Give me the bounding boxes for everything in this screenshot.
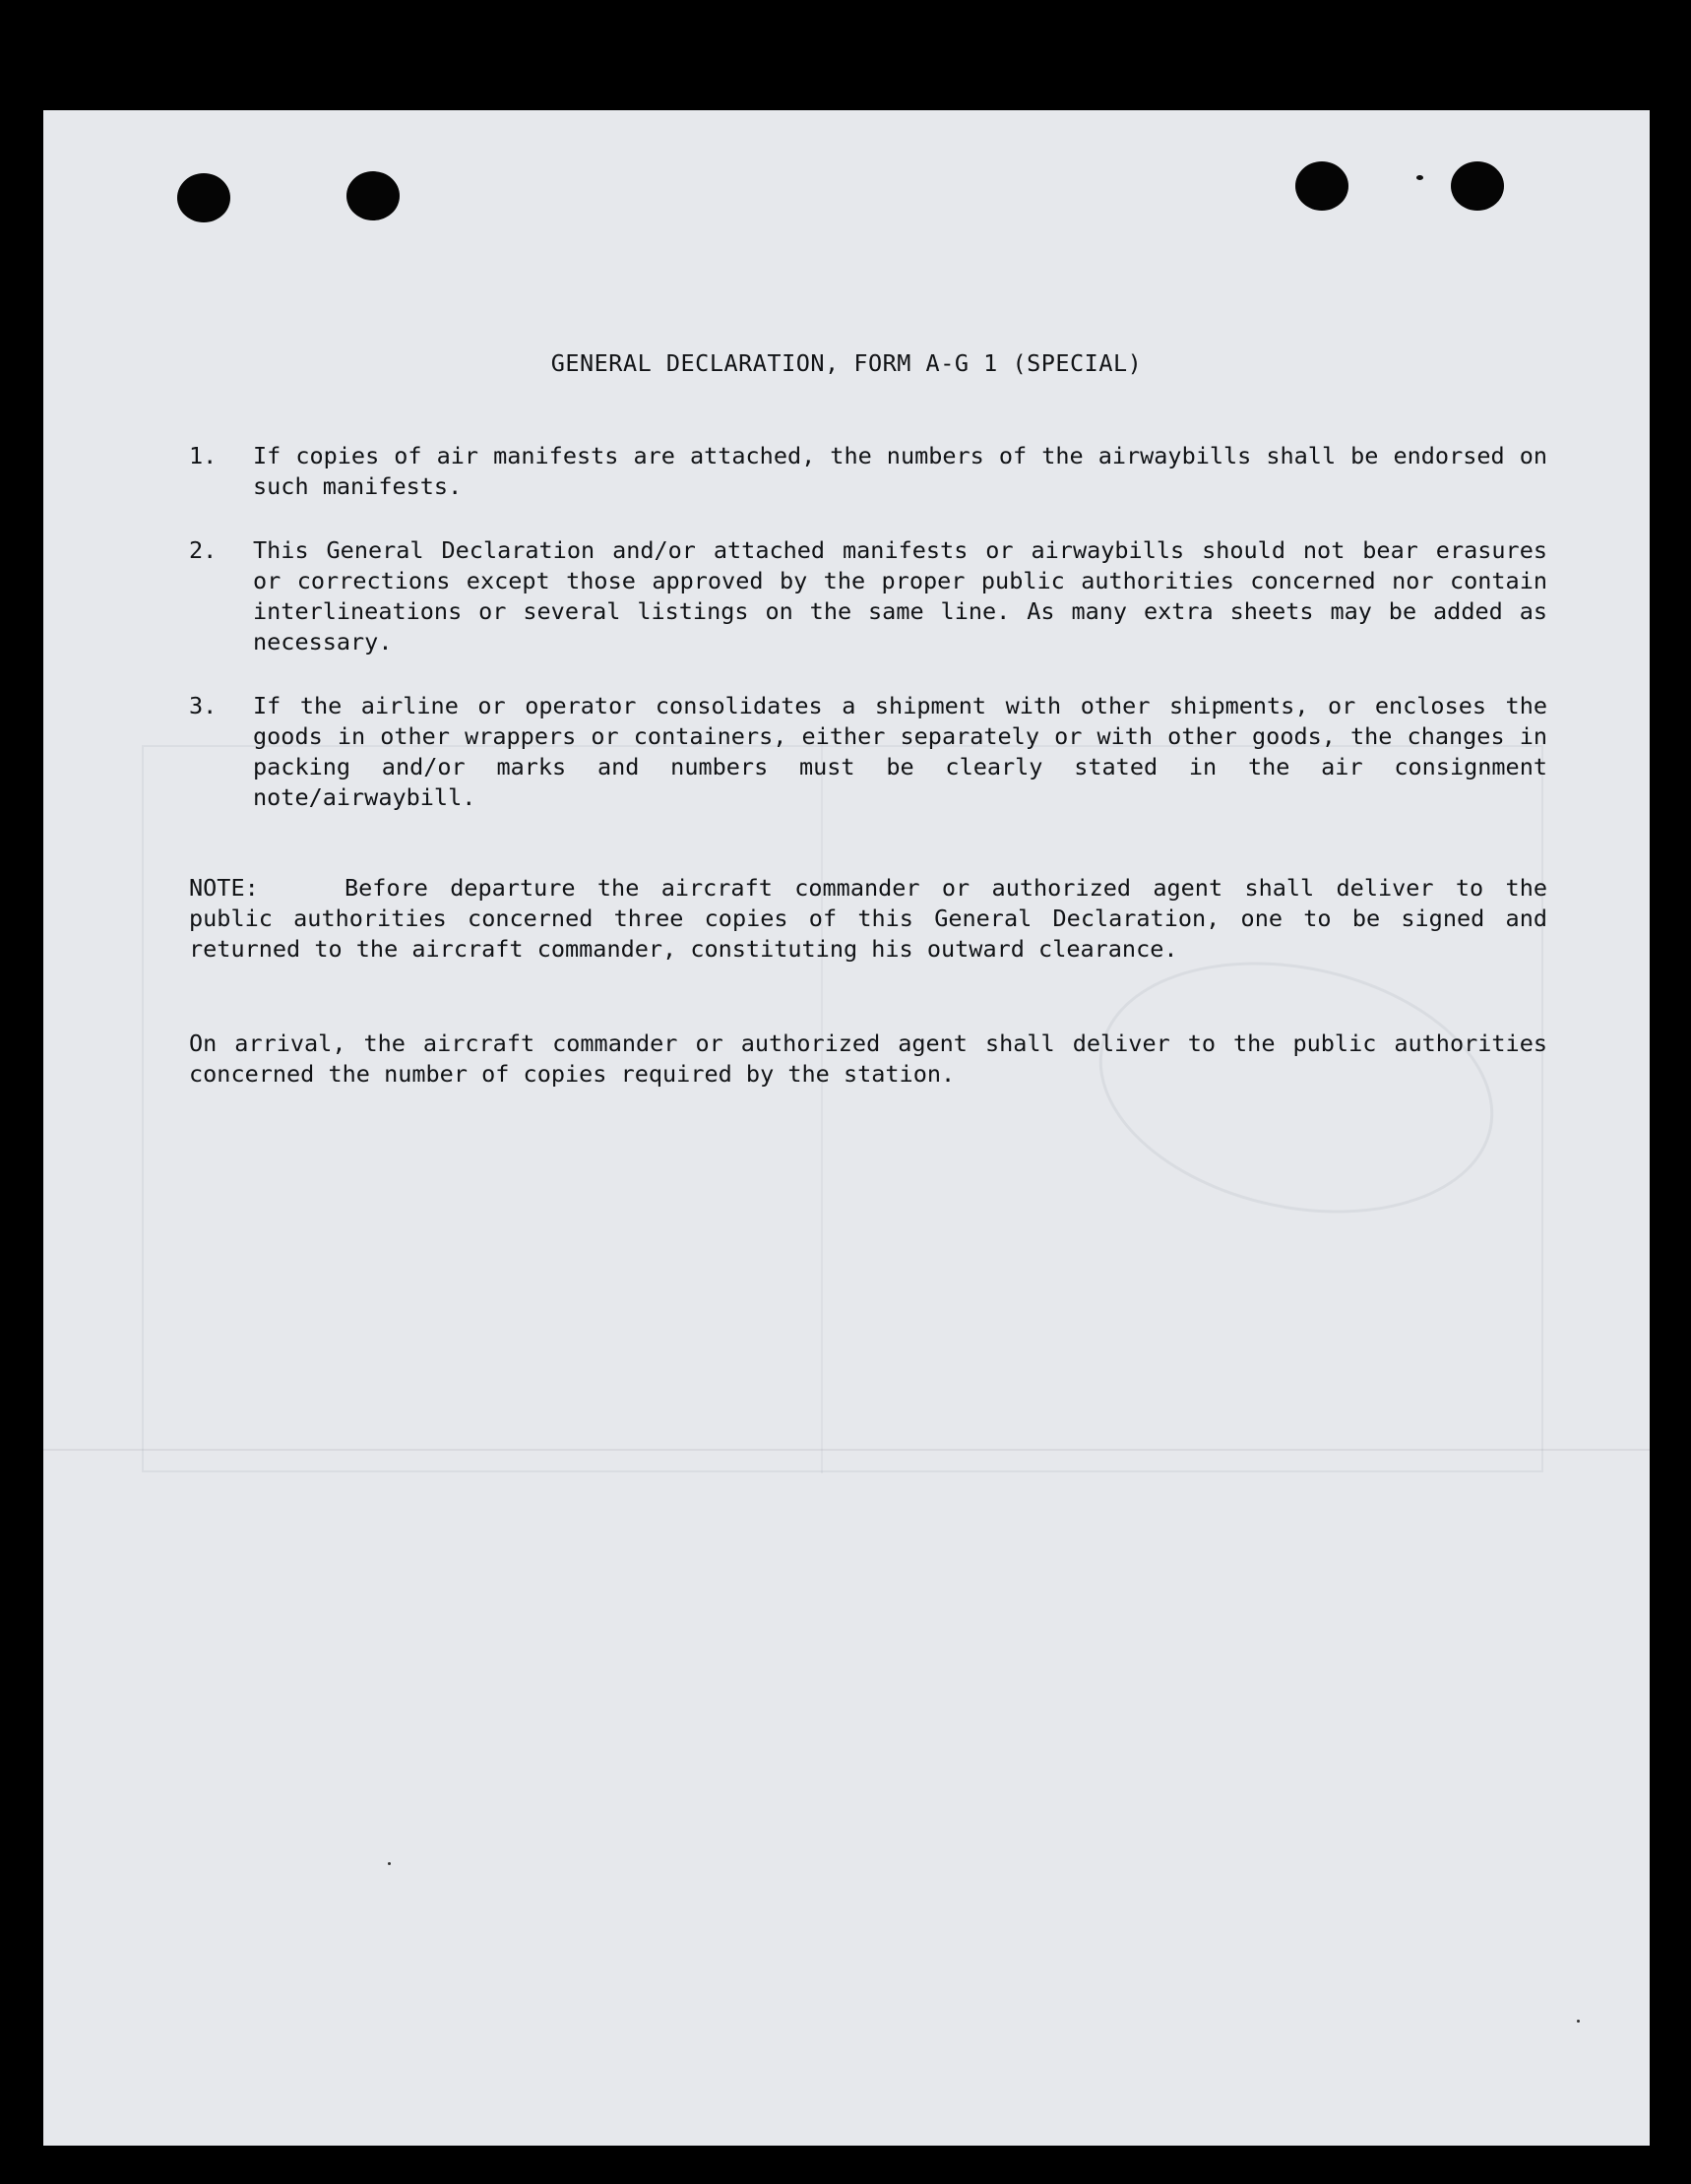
paper-speck bbox=[1577, 2020, 1580, 2023]
bleed-through-column-line bbox=[821, 745, 823, 1473]
bleed-through-form-box bbox=[142, 745, 1543, 1472]
document-title: GENERAL DECLARATION, FORM A-G 1 (SPECIAL) bbox=[550, 349, 1143, 377]
paper-speck bbox=[388, 1862, 391, 1865]
note-paragraph bbox=[189, 873, 1547, 965]
punch-hole bbox=[177, 173, 230, 222]
note-label: NOTE: bbox=[189, 874, 259, 902]
bleed-through-rule bbox=[43, 1449, 1650, 1451]
item-text: This General Declaration and/or attached manifests or airwaybills should not bear erasures or corrections except those approved by the proper public authorities concerned nor contain interlineations or several listings on the same line. As many extra sheets may be added as necessary. bbox=[253, 536, 1547, 655]
item-text: If the airline or operator consolidates a shipment with other shipments, or encloses the goods in other wrappers or containers, either separately or with other goods, the changes in packing and/or marks and numbers must be clearly stated in the air consignment note/airwaybill. bbox=[253, 692, 1547, 811]
instruction-item bbox=[189, 535, 1547, 657]
ink-speck bbox=[1416, 175, 1423, 180]
item-number: 1. bbox=[189, 442, 218, 469]
item-number: 3. bbox=[189, 692, 218, 719]
arrival-paragraph: On arrival, the aircraft commander or authorized agent shall deliver to the public authorities concerned the number of copies required by the station. bbox=[189, 1030, 1547, 1088]
punch-hole bbox=[1295, 161, 1348, 211]
instruction-item bbox=[189, 441, 1547, 502]
item-text: If copies of air manifests are attached, the numbers of the airwaybills shall be endorsed on such manifests. bbox=[253, 442, 1547, 500]
instruction-item bbox=[189, 691, 1547, 813]
note-text: Before departure the aircraft commander or authorized agent shall deliver to the public authorities concerned three copies of this General Declaration, one to be signed and returned to the aircraft commander, constituting his outward clearance. bbox=[189, 874, 1547, 963]
punch-hole bbox=[1451, 161, 1504, 211]
item-number: 2. bbox=[189, 536, 218, 564]
punch-hole bbox=[346, 171, 400, 220]
document-page bbox=[43, 110, 1650, 2146]
